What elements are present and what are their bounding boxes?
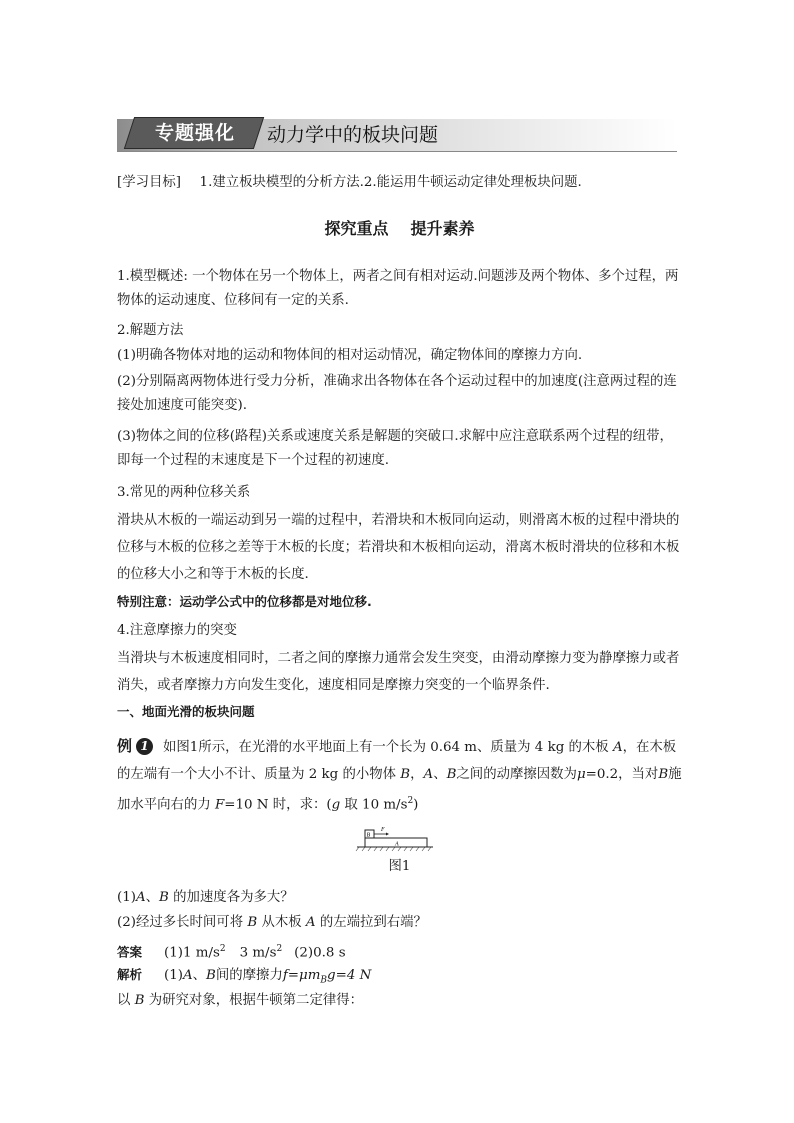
var-B: B xyxy=(446,767,457,782)
method-item: (3)物体之间的位移(路程)关系或速度关系是解题的突破口.求解中应注意联系两个过程的纽带，即每一个过程的末速度是下一个过程的初速度. xyxy=(117,429,673,468)
answer-part: (1)1 m/s xyxy=(164,945,220,961)
label-A: A xyxy=(395,841,399,848)
answer-line: 答案 (1)1 $m/s^2$ 3 $m/s^2$ (2)0.8 s xyxy=(117,944,346,961)
example-text: 取 10 m/s xyxy=(340,797,408,813)
answer-part: 3 m/s xyxy=(239,945,277,961)
method-item: (2)分别隔离两物体进行受力分析，准确求出各物体在各个运动过程中的加速度(注意两过程的连接处加速度可能突变). xyxy=(117,374,677,413)
objectives-label: [学习目标] xyxy=(117,175,182,190)
example-text: =10 N 时，求：( xyxy=(224,797,332,813)
question-text: 、 xyxy=(145,890,160,905)
example-text: 、 xyxy=(433,767,447,782)
example-text: ，在木板的左端有一个大小不计、质量为 2 kg 的小物体 xyxy=(117,740,677,782)
ground-hatching xyxy=(356,847,431,851)
var-A: A xyxy=(182,968,193,983)
example-text: 施加水平向右的力 xyxy=(117,767,682,813)
var-B: B xyxy=(400,767,411,782)
friction-heading: 4.注意摩擦力的突变 xyxy=(117,623,237,638)
friction-formula: f=μm xyxy=(282,968,321,983)
example-text: ) xyxy=(413,797,419,813)
section-heading-part2: 提升素养 xyxy=(410,219,475,238)
var-mu: μ xyxy=(576,767,586,782)
section-heading-part1: 探究重点 xyxy=(324,219,389,238)
label-B: B xyxy=(366,832,371,839)
banner-tag: 专题强化 xyxy=(154,122,235,144)
part-one-heading: 一、地面光滑的板块问题 xyxy=(117,704,255,719)
displacement-heading: 3.常见的两种位移关系 xyxy=(117,485,251,500)
var-B: B xyxy=(159,890,169,905)
model-overview xyxy=(117,265,682,313)
var-g: g xyxy=(331,797,341,813)
section-heading xyxy=(117,216,682,239)
figure-caption: 图1 xyxy=(388,859,411,874)
example-1: 例 1 如图1所示，在光滑的水平地面上有一个长为 0.64 m、质量为 4 kg 的木板 A，在木板的左端有一个大小不计、质量为 2 kg 的小物体 B，A、B之间的动摩擦因数为μ=0.2，当对B施加水平向右的力 F=10 N 时，求：(g 取 10 $m/s^2$) xyxy=(117,733,682,818)
question-text: 的加速度各为多大？ xyxy=(168,890,294,905)
model-overview-text: 一个物体在另一个物体上，两者之间有相对运动.问题涉及两个物体、多个过程，两物体的运动速度、位移间有一定的关系. xyxy=(117,269,679,308)
var-B: B xyxy=(247,915,258,930)
figure-1-diagram xyxy=(355,825,435,855)
text: 为研究对象，根据牛顿第二定律得： xyxy=(144,993,364,1008)
example-text: =0.2，当对 xyxy=(585,767,659,782)
var-B: B xyxy=(206,968,216,983)
example-text: 如图1所示，在光滑的水平地面上有一个长为 0.64 m、质量为 4 kg 的木板 xyxy=(163,740,609,755)
var-B: B xyxy=(658,767,669,782)
banner-rule xyxy=(117,151,677,152)
var-B: B xyxy=(134,993,145,1008)
question-1 xyxy=(117,886,682,910)
var-F: F xyxy=(215,797,225,813)
var-A: A xyxy=(305,915,316,930)
objectives-text: 1.建立板块模型的分析方法.2.能运用牛顿运动定律处理板块问题. xyxy=(199,175,582,190)
question-2 xyxy=(117,911,682,935)
example-number-badge: 1 xyxy=(136,738,153,755)
label-F: F xyxy=(381,827,385,833)
displacement-text: 滑块从木板的一端运动到另一端的过程中，若滑块和木板同向运动，则滑离木板的过程中滑块的位移与木板的位移之差等于木板的长度；若滑块和木板相向运动，滑离木板时滑块的位移和木板的位移大小之和等于木板的长度. xyxy=(117,513,680,582)
var-A: A xyxy=(423,767,434,782)
answer-part: (2)0.8 s xyxy=(294,945,346,961)
analysis-label: 解析 xyxy=(117,967,143,982)
force-arrowhead xyxy=(386,833,389,836)
var-A: A xyxy=(612,740,623,755)
question-text: (1) xyxy=(117,890,136,905)
answer-label: 答案 xyxy=(117,944,143,960)
subscript-B: B xyxy=(320,975,328,986)
displacement-note: 特别注意：运动学公式中的位移都是对地位移. xyxy=(117,594,372,609)
var-A: A xyxy=(135,890,146,905)
last-line xyxy=(117,989,682,1013)
model-overview-label: 1.模型概述: xyxy=(117,269,188,284)
analysis-text: 、 xyxy=(192,968,207,983)
example-label: 例 xyxy=(117,737,133,755)
analysis-text: 间的摩擦力 xyxy=(215,968,283,983)
question-text: 从木板 xyxy=(257,915,306,930)
question-text: (2)经过多长时间可将 xyxy=(117,915,248,930)
chapter-banner xyxy=(117,117,677,153)
question-text: 的左端拉到右端？ xyxy=(315,915,427,930)
friction-text: 当滑块与木板速度相同时，二者之间的摩擦力通常会发生突变，由滑动摩擦力变为静摩擦力或者消失，或者摩擦力方向发生变化，速度相同是摩擦力突变的一个临界条件. xyxy=(117,651,680,693)
analysis-text: (1) xyxy=(164,968,183,983)
method-item: (1)明确各物体对地的运动和物体间的相对运动情况，确定物体间的摩擦力方向. xyxy=(117,348,583,363)
text: 以 xyxy=(117,993,135,1008)
example-text: 之间的动摩擦因数为 xyxy=(456,767,577,782)
page-title: 动力学中的板块问题 xyxy=(267,124,439,146)
learning-objectives xyxy=(117,171,682,195)
friction-formula: g=4 N xyxy=(327,968,372,983)
methods-heading: 2.解题方法 xyxy=(117,323,184,338)
example-text: ， xyxy=(410,767,424,782)
